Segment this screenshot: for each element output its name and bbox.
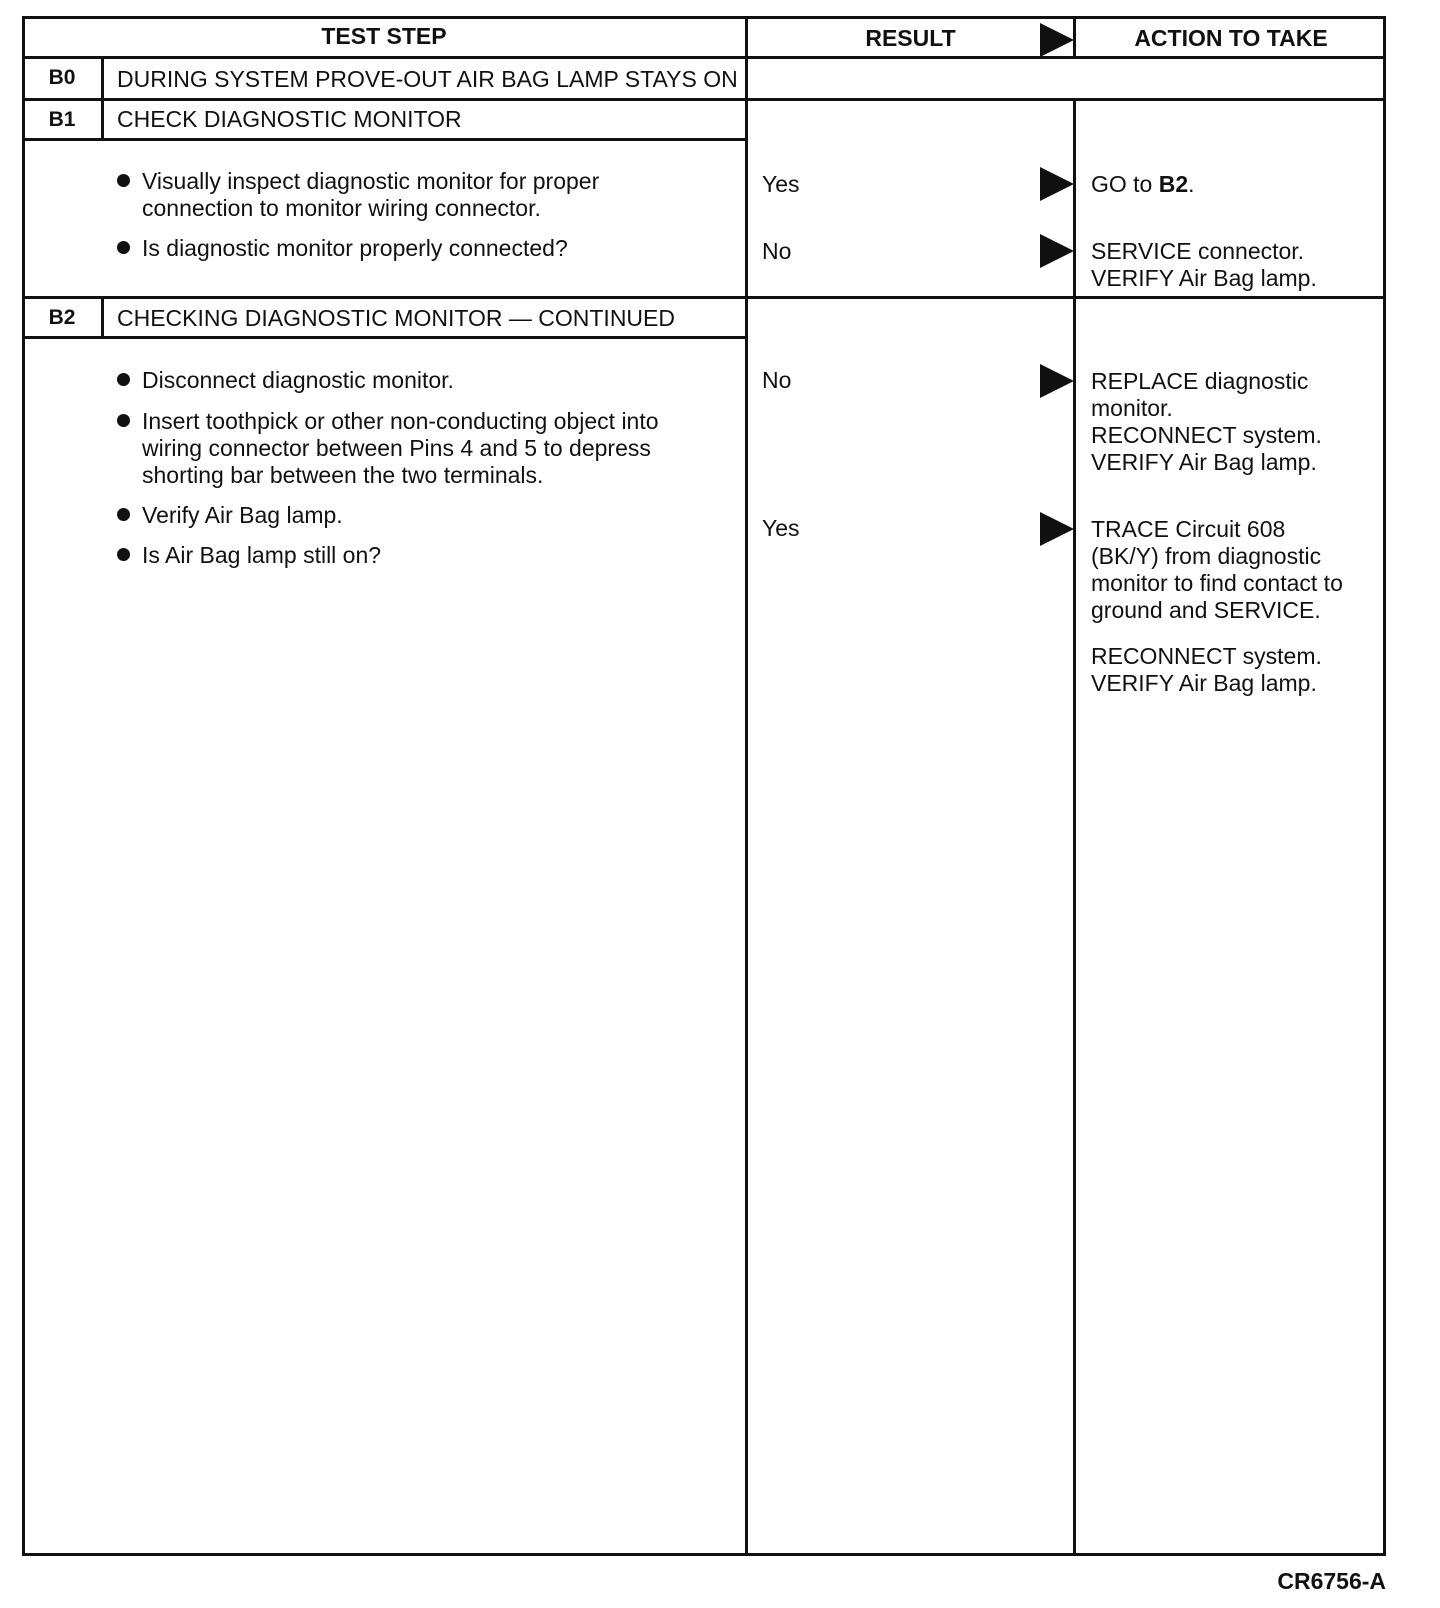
step-code-b0: B0 [48, 66, 76, 89]
b2-bullet-line: Is Air Bag lamp still on? [142, 542, 382, 568]
b2-bullet-line: Insert toothpick or other non-conducting object into [142, 408, 659, 434]
b1-no-arrow-icon [1040, 234, 1074, 268]
col-divider-action [1073, 100, 1076, 1556]
step-code-b1: B1 [48, 108, 76, 131]
code-divider-b1 [101, 100, 104, 140]
b2-action-yes-line: monitor to find contact to [1091, 570, 1343, 596]
b1-bullet-line: Visually inspect diagnostic monitor for proper [142, 168, 600, 194]
bullet-icon [117, 241, 130, 254]
bullet-icon [117, 174, 130, 187]
b2-action-yes-line: RECONNECT system. [1091, 643, 1322, 669]
b1-result-yes: Yes [762, 171, 800, 197]
b1-action-yes-target: B2 [1158, 171, 1189, 197]
b2-title-rule [22, 336, 748, 339]
b1-yes-arrow-icon [1040, 167, 1074, 201]
bullet-icon [117, 414, 130, 427]
b2-action-yes-line: VERIFY Air Bag lamp. [1091, 670, 1317, 696]
b0-bottom-rule [22, 98, 1386, 101]
b1-action-no-line: SERVICE connector. [1091, 238, 1305, 264]
b2-bullet-line: Disconnect diagnostic monitor. [142, 367, 454, 393]
header-result: RESULT [865, 25, 956, 51]
step-title-b0: DURING SYSTEM PROVE-OUT AIR BAG LAMP STAYS ON [117, 66, 738, 92]
col-divider-result [745, 16, 748, 1556]
step-title-b2: CHECKING DIAGNOSTIC MONITOR — CONTINUED [117, 305, 675, 331]
b1-bullet-line: connection to monitor wiring connector. [142, 195, 541, 221]
bullet-icon [117, 508, 130, 521]
header-action: ACTION TO TAKE [1134, 25, 1328, 51]
document-id: CR6756-A [1277, 1568, 1386, 1594]
bullet-icon [117, 373, 130, 386]
b1-title-rule [22, 138, 748, 141]
b2-yes-arrow-icon [1040, 512, 1074, 546]
b1-bottom-rule [22, 296, 1386, 299]
b2-result-no: No [762, 367, 792, 393]
b2-action-no-line: VERIFY Air Bag lamp. [1091, 449, 1317, 475]
code-divider-b0 [101, 58, 104, 98]
b2-action-yes-line: (BK/Y) from diagnostic [1091, 543, 1322, 569]
b2-action-no-line: monitor. [1091, 395, 1173, 421]
b1-action-yes: GO to B2. [1091, 171, 1195, 197]
step-code-b2: B2 [48, 306, 76, 329]
b1-result-no: No [762, 238, 792, 264]
step-title-b1: CHECK DIAGNOSTIC MONITOR [117, 106, 462, 132]
b2-bullet-line: wiring connector between Pins 4 and 5 to depress [142, 435, 651, 461]
header-test-step: TEST STEP [321, 23, 447, 49]
b1-action-no-line: VERIFY Air Bag lamp. [1091, 265, 1317, 291]
bullet-icon [117, 548, 130, 561]
header-arrow-icon [1040, 23, 1074, 57]
b2-no-arrow-icon [1040, 364, 1074, 398]
b2-action-no-line: REPLACE diagnostic [1091, 368, 1309, 394]
b2-bullet-line: Verify Air Bag lamp. [142, 502, 343, 528]
b2-action-no-line: RECONNECT system. [1091, 422, 1322, 448]
b2-action-yes-line: TRACE Circuit 608 [1091, 516, 1286, 542]
b2-action-yes-line: ground and SERVICE. [1091, 597, 1321, 623]
b2-bullet-line: shorting bar between the two terminals. [142, 462, 544, 488]
code-divider-b2 [101, 298, 104, 338]
b1-bullet-line: Is diagnostic monitor properly connected? [142, 235, 568, 261]
b2-result-yes: Yes [762, 515, 800, 541]
